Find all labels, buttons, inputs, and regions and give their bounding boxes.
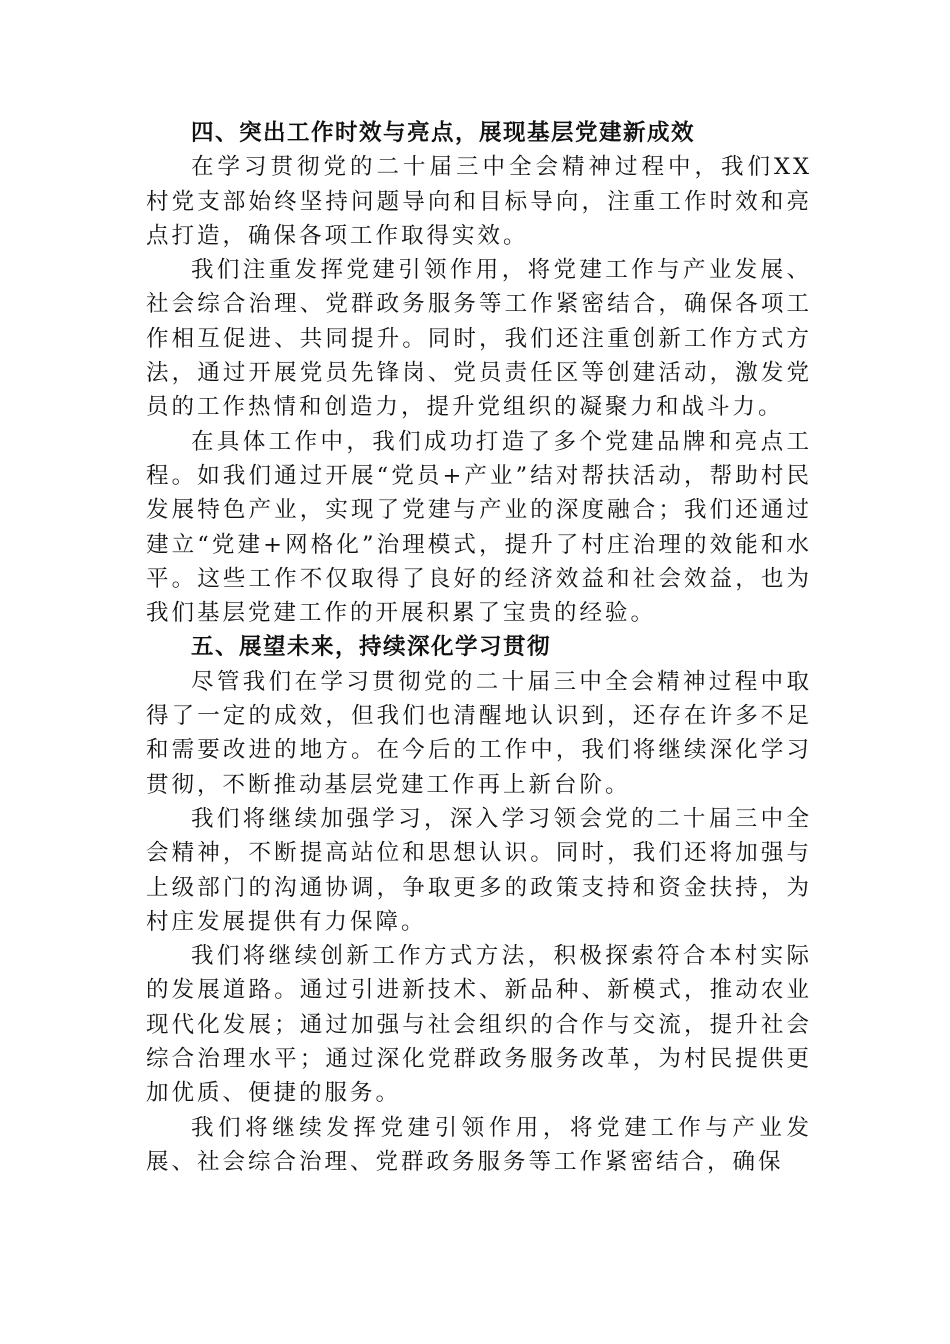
paragraph: 我们将继续加强学习，深入学习领会党的二十届三中全会精神，不断提高站位和思想认识。同时，我们还将加强与上级部门的沟通协调，争取更多的政策支持和资金扶持，为村庄发展提供有力保障。 — [146, 805, 812, 935]
paragraph: 我们注重发挥党建引领作用，将党建工作与产业发展、社会综合治理、党群政务服务等工作紧密结合，确保各项工作相互促进、共同提升。同时，我们还注重创新工作方式方法，通过开展党员先锋岗、党员责任区等创建活动，激发党员的工作热情和创造力，提升党组织的凝聚力和战斗力。 — [146, 257, 812, 421]
paragraph: 在具体工作中，我们成功打造了多个党建品牌和亮点工程。如我们通过开展“党员+产业”结对帮扶活动，帮助村民发展特色产业，实现了党建与产业的深度融合；我们还通过建立“党建+网格化”治理模式，提升了村庄治理的效能和水平。这些工作不仅取得了良好的经济效益和社会效益，也为我们基层党建工作的开展积累了宝贵的经验。 — [146, 428, 812, 627]
paragraph: 我们将继续发挥党建引领作用，将党建工作与产业发展、社会综合治理、党群政务服务等工作紧密结合，确保 — [146, 1114, 812, 1175]
paragraph: 尽管我们在学习贯彻党的二十届三中全会精神过程中取得了一定的成效，但我们也清醒地认识到，还存在许多不足和需要改进的地方。在今后的工作中，我们将继续深化学习贯彻，不断推动基层党建工作再上新台阶。 — [146, 668, 812, 798]
section-heading-5: 五、展望未来，持续深化学习贯彻 — [191, 634, 552, 661]
paragraph: 我们将继续创新工作方式方法，积极探索符合本村实际的发展道路。通过引进新技术、新品种、新模式，推动农业现代化发展；通过加强与社会组织的合作与交流，提升社会综合治理水平；通过深化党群政务服务改革，为村民提供更加优质、便捷的服务。 — [146, 943, 812, 1107]
paragraph: 在学习贯彻党的二十届三中全会精神过程中，我们XX村党支部始终坚持问题导向和目标导向，注重工作时效和亮点打造，确保各项工作取得实效。 — [146, 154, 812, 249]
section-heading-4: 四、突出工作时效与亮点，展现基层党建新成效 — [191, 120, 696, 146]
document-body — [146, 116, 812, 1179]
